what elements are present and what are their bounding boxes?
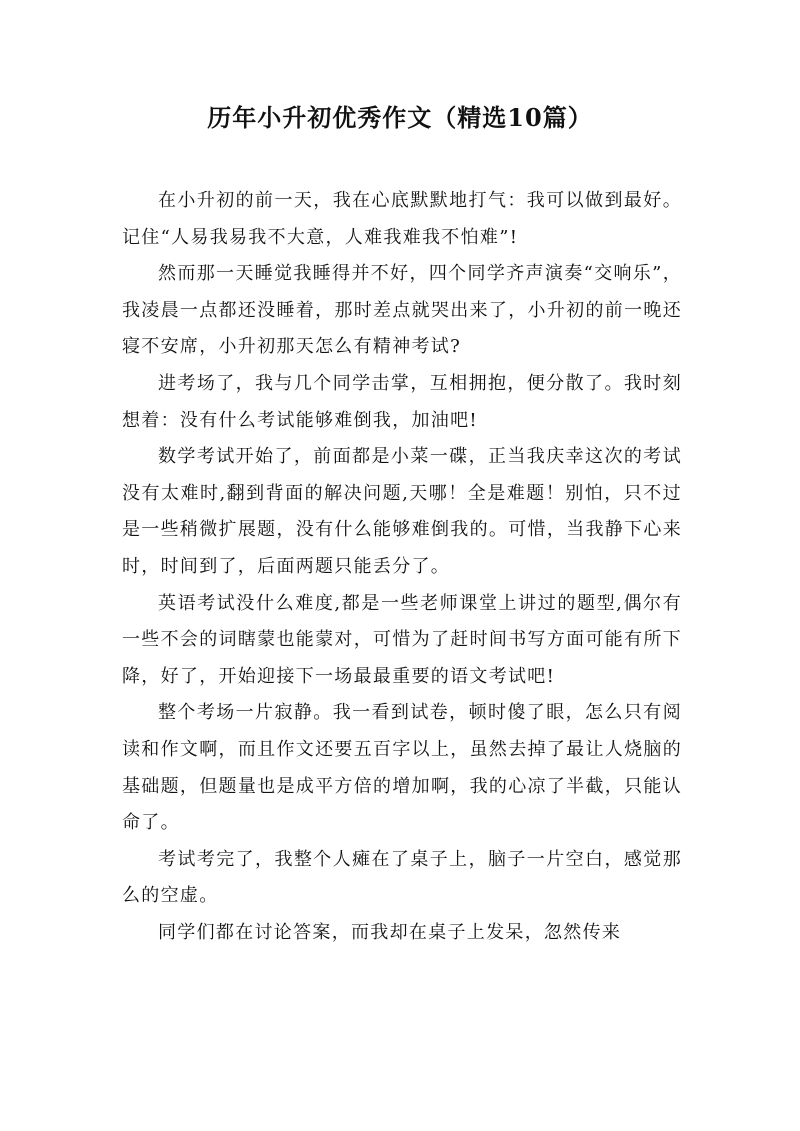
document-title: 历年小升初优秀作文（精选10篇）	[207, 103, 593, 132]
paragraph-1: 在小升初的前一天，我在心底默默地打气：我可以做到最好。记住“人易我易我不大意，人难我难我不怕难”!	[122, 190, 682, 248]
paragraph-2: 然而那一天睡觉我睡得并不好，四个同学齐声演奏“交响乐”，我凌晨一点都还没睡着，那时差点就哭出来了，小升初的前一晚还寝不安席，小升初那天怎么有精神考试?	[122, 263, 682, 358]
paragraph-6: 整个考场一片寂静。我一看到试卷，顿时傻了眼，怎么只有阅读和作文啊，而且作文还要五百字以上，虽然去掉了最让人烧脑的基础题，但题量也是成平方倍的增加啊，我的心凉了半截，只能认命了。	[122, 702, 682, 834]
paragraph-8: 同学们都在讨论答案，而我却在桌子上发呆，忽然传来	[158, 921, 622, 943]
document-body	[122, 183, 682, 951]
paragraph-5: 英语考试没什么难度,都是一些老师课堂上讲过的题型,偶尔有一些不会的词瞎蒙也能蒙对，可惜为了赶时间书写方面可能有所下降，好了，开始迎接下一场最最重要的语文考试吧!	[122, 592, 682, 687]
paragraph-3: 进考场了，我与几个同学击掌，互相拥抱，便分散了。我时刻想着：没有什么考试能够难倒我，加油吧!	[122, 372, 682, 431]
paragraph-4: 数学考试开始了，前面都是小菜一碟，正当我庆幸这次的考试没有太难时,翻到背面的解决问题,天哪！全是难题！别怕，只不过是一些稍微扩展题，没有什么能够难倒我的。可惜，当我静下心来时，时间到了，后面两题只能丢分了。	[122, 446, 682, 577]
paragraph-7: 考试考完了，我整个人瘫在了桌子上，脑子一片空白，感觉那么的空虚。	[122, 848, 682, 907]
